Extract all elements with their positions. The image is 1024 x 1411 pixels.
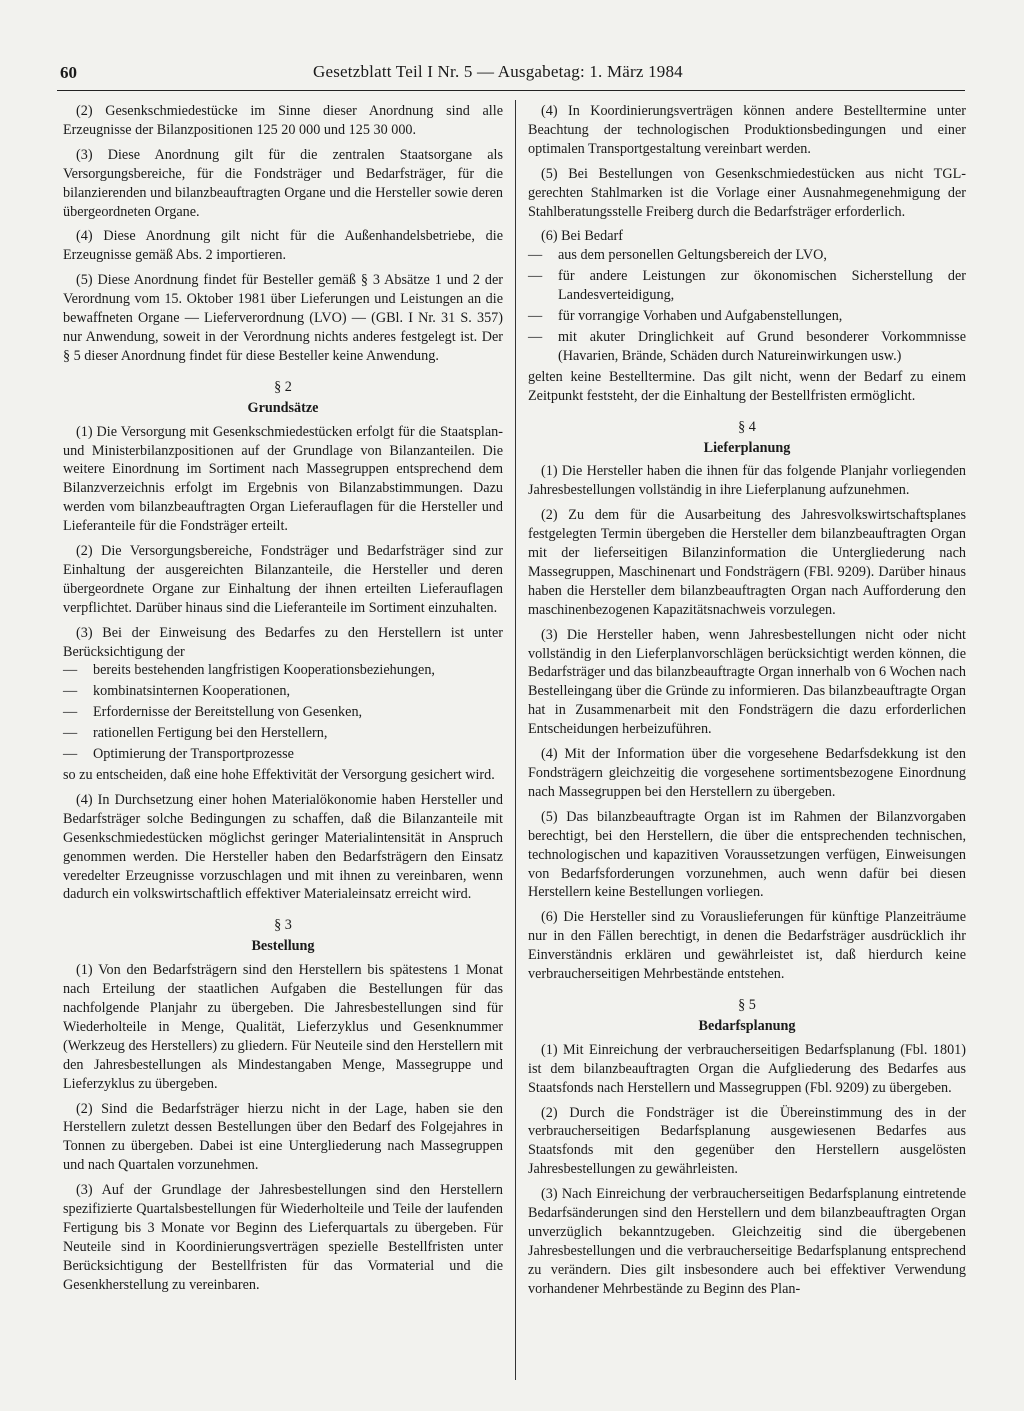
paragraph-4-2: (2) Zu dem für die Ausarbeitung des Jahresvolkswirtschaftsplanes festgelegten Termin übergeben die Hersteller dem bilanzbeauftragten Organ mit der lieferseitigen Bilanzinformation die Untergliederung nach Massegruppen, Maschinenart und Fondsträgern (FBl. 9209). Darüber hinaus haben die Hersteller dem bilanzbeauftragten Organ nach Aufforderung den maschinenbezogenen Kapazitätsnachweis vorzulegen.: [528, 507, 966, 618]
list-item-text: Optimierung der Transportprozesse: [93, 746, 294, 763]
list-dash: —: [528, 328, 543, 345]
section-2-number: § 2: [274, 378, 292, 395]
list-dash: —: [63, 704, 78, 721]
list-dash: —: [528, 247, 543, 264]
paragraph-2-2: (2) Die Versorgungsbereiche, Fondsträger und Bedarfsträger sind zur Einhaltung der ausgereichten Bilanzanteile, die Hersteller und deren übergeordnete Organe zur Einhaltung der ihnen erteilten Lieferauflagen verpflichtet. Darüber hinaus sind die Lieferanteile im Sortiment einzuhalten.: [63, 543, 503, 616]
list-dash: —: [528, 308, 543, 325]
list-item: [63, 745, 503, 764]
list-item: [63, 703, 503, 722]
paragraph-1-5: (5) Diese Anordnung findet für Besteller gemäß § 3 Absätze 1 und 2 der Verordnung vom 15. Oktober 1981 über Lieferungen und Leistungen an die bewaffneten Organe — Lieferverordnung (LVO) — (GBl. I Nr. 31 S. 357) nur Anwendung, soweit in der Verordnung nichts anderes festgelegt ist. Der § 5 dieser Anordnung findet für diese Besteller keine Anwendung.: [63, 272, 503, 364]
list-item-text: aus dem personellen Geltungsbereich der LVO,: [558, 247, 827, 264]
section-2-title: Grundsätze: [247, 399, 319, 416]
paragraph-4-6: (6) Die Hersteller sind zu Vorauslieferungen für künftige Planzeiträume nur in den Fällen berechtigt, in denen die Bedarfsträger ausdrücklich ihr Einverständnis erklären und gewährleistet ist, daß hierdurch keine verbraucherseitigen Mehrbestände entstehen.: [528, 909, 966, 983]
paragraph-3-5: (5) Bei Bestellungen von Gesenkschmiedestücken aus nicht TGL-gerechten Stahlmarken ist die Vorlage einer Ausnahmegenehmigung der Stahlberatungsstelle Freiberg durch die Bedarfsträger erforderlich.: [528, 165, 966, 220]
list-item-text: rationellen Fertigung bei den Herstellern,: [93, 725, 328, 742]
list-item: [528, 328, 966, 366]
list-dash: —: [63, 725, 78, 742]
paragraph-5-3: (3) Nach Einreichung der verbraucherseitigen Bedarfsplanung eintretende Bedarfsänderungen sind den Herstellern und dem bilanzbeauftragten Organ unverzüglich bekanntzugeben. Gleichzeitig sind die übergebenen Jahresbestellungen und die verbraucherseitige Bedarfsplanung entsprechend zu verändern. Dies gilt insbesondere auch bei effektiver Verwendung vorhandener Mehrbestände zu Beginn des Plan-: [528, 1186, 966, 1297]
paragraph-3-6-continuation: gelten keine Bestelltermine. Das gilt nicht, wenn der Bedarf zu einem Zeitpunkt feststeht, der die Einhaltung der Bestellfristen ermöglicht.: [528, 368, 966, 404]
section-3-number: § 3: [274, 917, 292, 934]
list-3-6: [528, 246, 966, 365]
paragraph-5-1: (1) Mit Einreichung der verbraucherseitigen Bedarfsplanung (Fbl. 1801) ist dem bilanzbeauftragten Organ die Aufgliederung des Bedarfes aus Staatsfonds nach Herstellern und Massegruppen (Fbl. 9209) zu übergeben.: [528, 1041, 966, 1096]
paragraph-3-6: (6) Bei Bedarf: [541, 228, 623, 245]
list-item: [528, 246, 966, 265]
section-4-number: § 4: [738, 418, 756, 435]
header-title: Gesetzblatt Teil I Nr. 5 — Ausgabetag: 1. März 1984: [313, 62, 683, 81]
section-5-number: § 5: [738, 996, 756, 1013]
section-4-title: Lieferplanung: [703, 439, 791, 456]
section-3-title: Bestellung: [251, 938, 315, 955]
paragraph-2-1: (1) Die Versorgung mit Gesenkschmiedestücken erfolgt für die Staatsplan- und Ministerbilanzpositionen auf der Grundlage von Bilanzanteilen. Die weitere Einordnung im Sortiment nach Massegruppen entsprechend dem Bilanzverzeichnis erfolgt im Ergebnis von Bilanzabstimmungen. Dazu werden vom bilanzbeauftragten Organ Lieferauflagen für die Hersteller und Lieferanteile für die Fondsträger erteilt.: [63, 423, 503, 535]
paragraph-4-4: (4) Mit der Information über die vorgesehene Bedarfsdekkung ist den Fondsträgern gleichzeitig die vorgesehene sortimentsbezogene Einordnung nach Massegruppen bei den Herstellern zu übergeben.: [528, 746, 966, 800]
paragraph-2-3-continuation: so zu entscheiden, daß eine hohe Effektivität der Versorgung gesichert wird.: [63, 767, 495, 783]
list-item-text: für vorrangige Vorhaben und Aufgabenstellungen,: [558, 308, 843, 325]
right-column: [528, 102, 966, 1305]
paragraph-4-3: (3) Die Hersteller haben, wenn Jahresbestellungen nicht oder nicht vollständig in den Lieferplanvorschlägen berücksichtigt werden können, die Bedarfsträger und das bilanzbeauftragte Organ innerhalb von 6 Wochen nach Bestelleingang über die Gründe zu informieren. Das bilanzbeauftragte Organ hat in Zusammenarbeit mit den Fondsträgern die dazu erforderlichen Entscheidungen herbeizuführen.: [528, 626, 966, 738]
paragraph-3-4: (4) In Koordinierungsverträgen können andere Bestelltermine unter Beachtung der technologischen Produktionsbedingungen und einer optimalen Transportgestaltung vereinbart werden.: [528, 103, 966, 157]
paragraph-1-3: (3) Diese Anordnung gilt für die zentralen Staatsorgane als Versorgungsbereiche, für die Fondsträger und Bedarfsträger, für die bilanzierenden und bilanzbeauftragten Organe und die Hersteller sowie deren übergeordneten Organe.: [63, 146, 503, 220]
list-item-text: für andere Leistungen zur ökonomischen Sicherstellung der Landesverteidigung,: [558, 268, 966, 304]
list-item: [63, 682, 503, 701]
list-item-text: bereits bestehenden langfristigen Kooperationsbeziehungen,: [93, 662, 435, 679]
list-2-3: [63, 661, 503, 764]
paragraph-1-2: (2) Gesenkschmiedestücke im Sinne dieser Anordnung sind alle Erzeugnisse der Bilanzpositionen 125 20 000 und 125 30 000.: [63, 103, 503, 138]
list-item: [63, 724, 503, 743]
page-number: 60: [60, 63, 77, 82]
list-item-text: Erfordernisse der Bereitstellung von Gesenken,: [93, 704, 363, 721]
list-dash: —: [63, 683, 78, 700]
paragraph-2-3: (3) Bei der Einweisung des Bedarfes zu den Herstellern ist unter Berücksichtigung der: [63, 624, 503, 660]
section-5-title: Bedarfsplanung: [698, 1017, 796, 1034]
column-divider: [515, 100, 516, 1380]
list-item: [63, 661, 503, 680]
list-dash: —: [528, 268, 543, 285]
page-header: [57, 60, 965, 91]
list-item-text: kombinatsinternen Kooperationen,: [93, 683, 290, 700]
list-item-text: mit akuter Dringlichkeit auf Grund besonderer Vorkommnisse (Havarien, Brände, Schäden durch Natureinwirkungen usw.): [558, 328, 966, 364]
paragraph-1-4: (4) Diese Anordnung gilt nicht für die Außenhandelsbetriebe, die Erzeugnisse gemäß Abs. 2 importieren.: [63, 228, 503, 264]
paragraph-3-3: (3) Auf der Grundlage der Jahresbestellungen sind den Herstellern spezifizierte Quartalsbestellungen für Wiederholteile und Teile der laufenden Fertigung bis 3 Monate vor Beginn des Lieferquartals zu übergeben. Für Neuteile sind in Koordinierungsverträgen spezielle Bestellfristen unter Berücksichtigung der Bestellfristen für das Vormaterial und die Gesenkherstellung zu vereinbaren.: [63, 1182, 503, 1293]
left-column: [63, 102, 503, 1301]
paragraph-4-5: (5) Das bilanzbeauftragte Organ ist im Rahmen der Bilanzvorgaben berechtigt, bei den Herstellern, die über die entsprechenden technischen, technologischen und kapazitiven Voraussetzungen verfügen, Einweisungen von Bedarfsforderungen vorzunehmen, auch wenn dafür bei diesen Herstellern keine Bestellungen vorliegen.: [528, 808, 966, 901]
paragraph-3-2: (2) Sind die Bedarfsträger hierzu nicht in der Lage, haben sie den Herstellern zuletzt dessen Bestellungen über den Bedarf des Folgejahres in Tonnen zu übergeben. Dabei ist eine Untergliederung nach Massegruppen und nach Quartalen vorzunehmen.: [63, 1100, 503, 1174]
list-item: [528, 307, 966, 326]
paragraph-3-1: (1) Von den Bedarfsträgern sind den Herstellern bis spätestens 1 Monat nach Erteilung der staatlichen Aufgaben die Bestellungen für das nachfolgende Planjahr zu übergeben. Die Jahresbestellungen sind für Wiederholteile in Menge, Qualität, Lieferzyklus und Gesenknummer (Werkzeug des Herstellers) zu gliedern. Für Neuteile sind den Herstellern mit den Jahresbestellungen als Mindestangaben Menge, Massegruppe und Lieferzyklus zu übergeben.: [63, 962, 503, 1092]
paragraph-2-4: (4) In Durchsetzung einer hohen Materialökonomie haben Hersteller und Bedarfsträger solche Bedingungen zu schaffen, daß die Bilanzanteile mit Gesenkschmiedestücken möglichst geringer Materialintensität in Anspruch genommen werden. Die Hersteller haben den Bedarfsträgern den Einsatz veredelter Erzeugnisse vorzuschlagen und mit ihnen zu vereinbaren, wenn dadurch ein volkswirtschaftlich effektiver Materialeinsatz erreicht wird.: [63, 791, 503, 903]
paragraph-5-2: (2) Durch die Fondsträger ist die Übereinstimmung des in der verbraucherseitigen Bedarfsplanung ausgewiesenen Bedarfes aus Staatsfonds mit den gegenüber den Herstellern ausgelösten Jahresbestellungen zu gewährleisten.: [528, 1104, 966, 1178]
paragraph-4-1: (1) Die Hersteller haben die ihnen für das folgende Planjahr vorliegenden Jahresbestellungen vollständig in ihre Lieferplanung aufzunehmen.: [528, 463, 966, 499]
list-item: [528, 267, 966, 305]
list-dash: —: [63, 662, 78, 679]
list-dash: —: [63, 746, 78, 763]
